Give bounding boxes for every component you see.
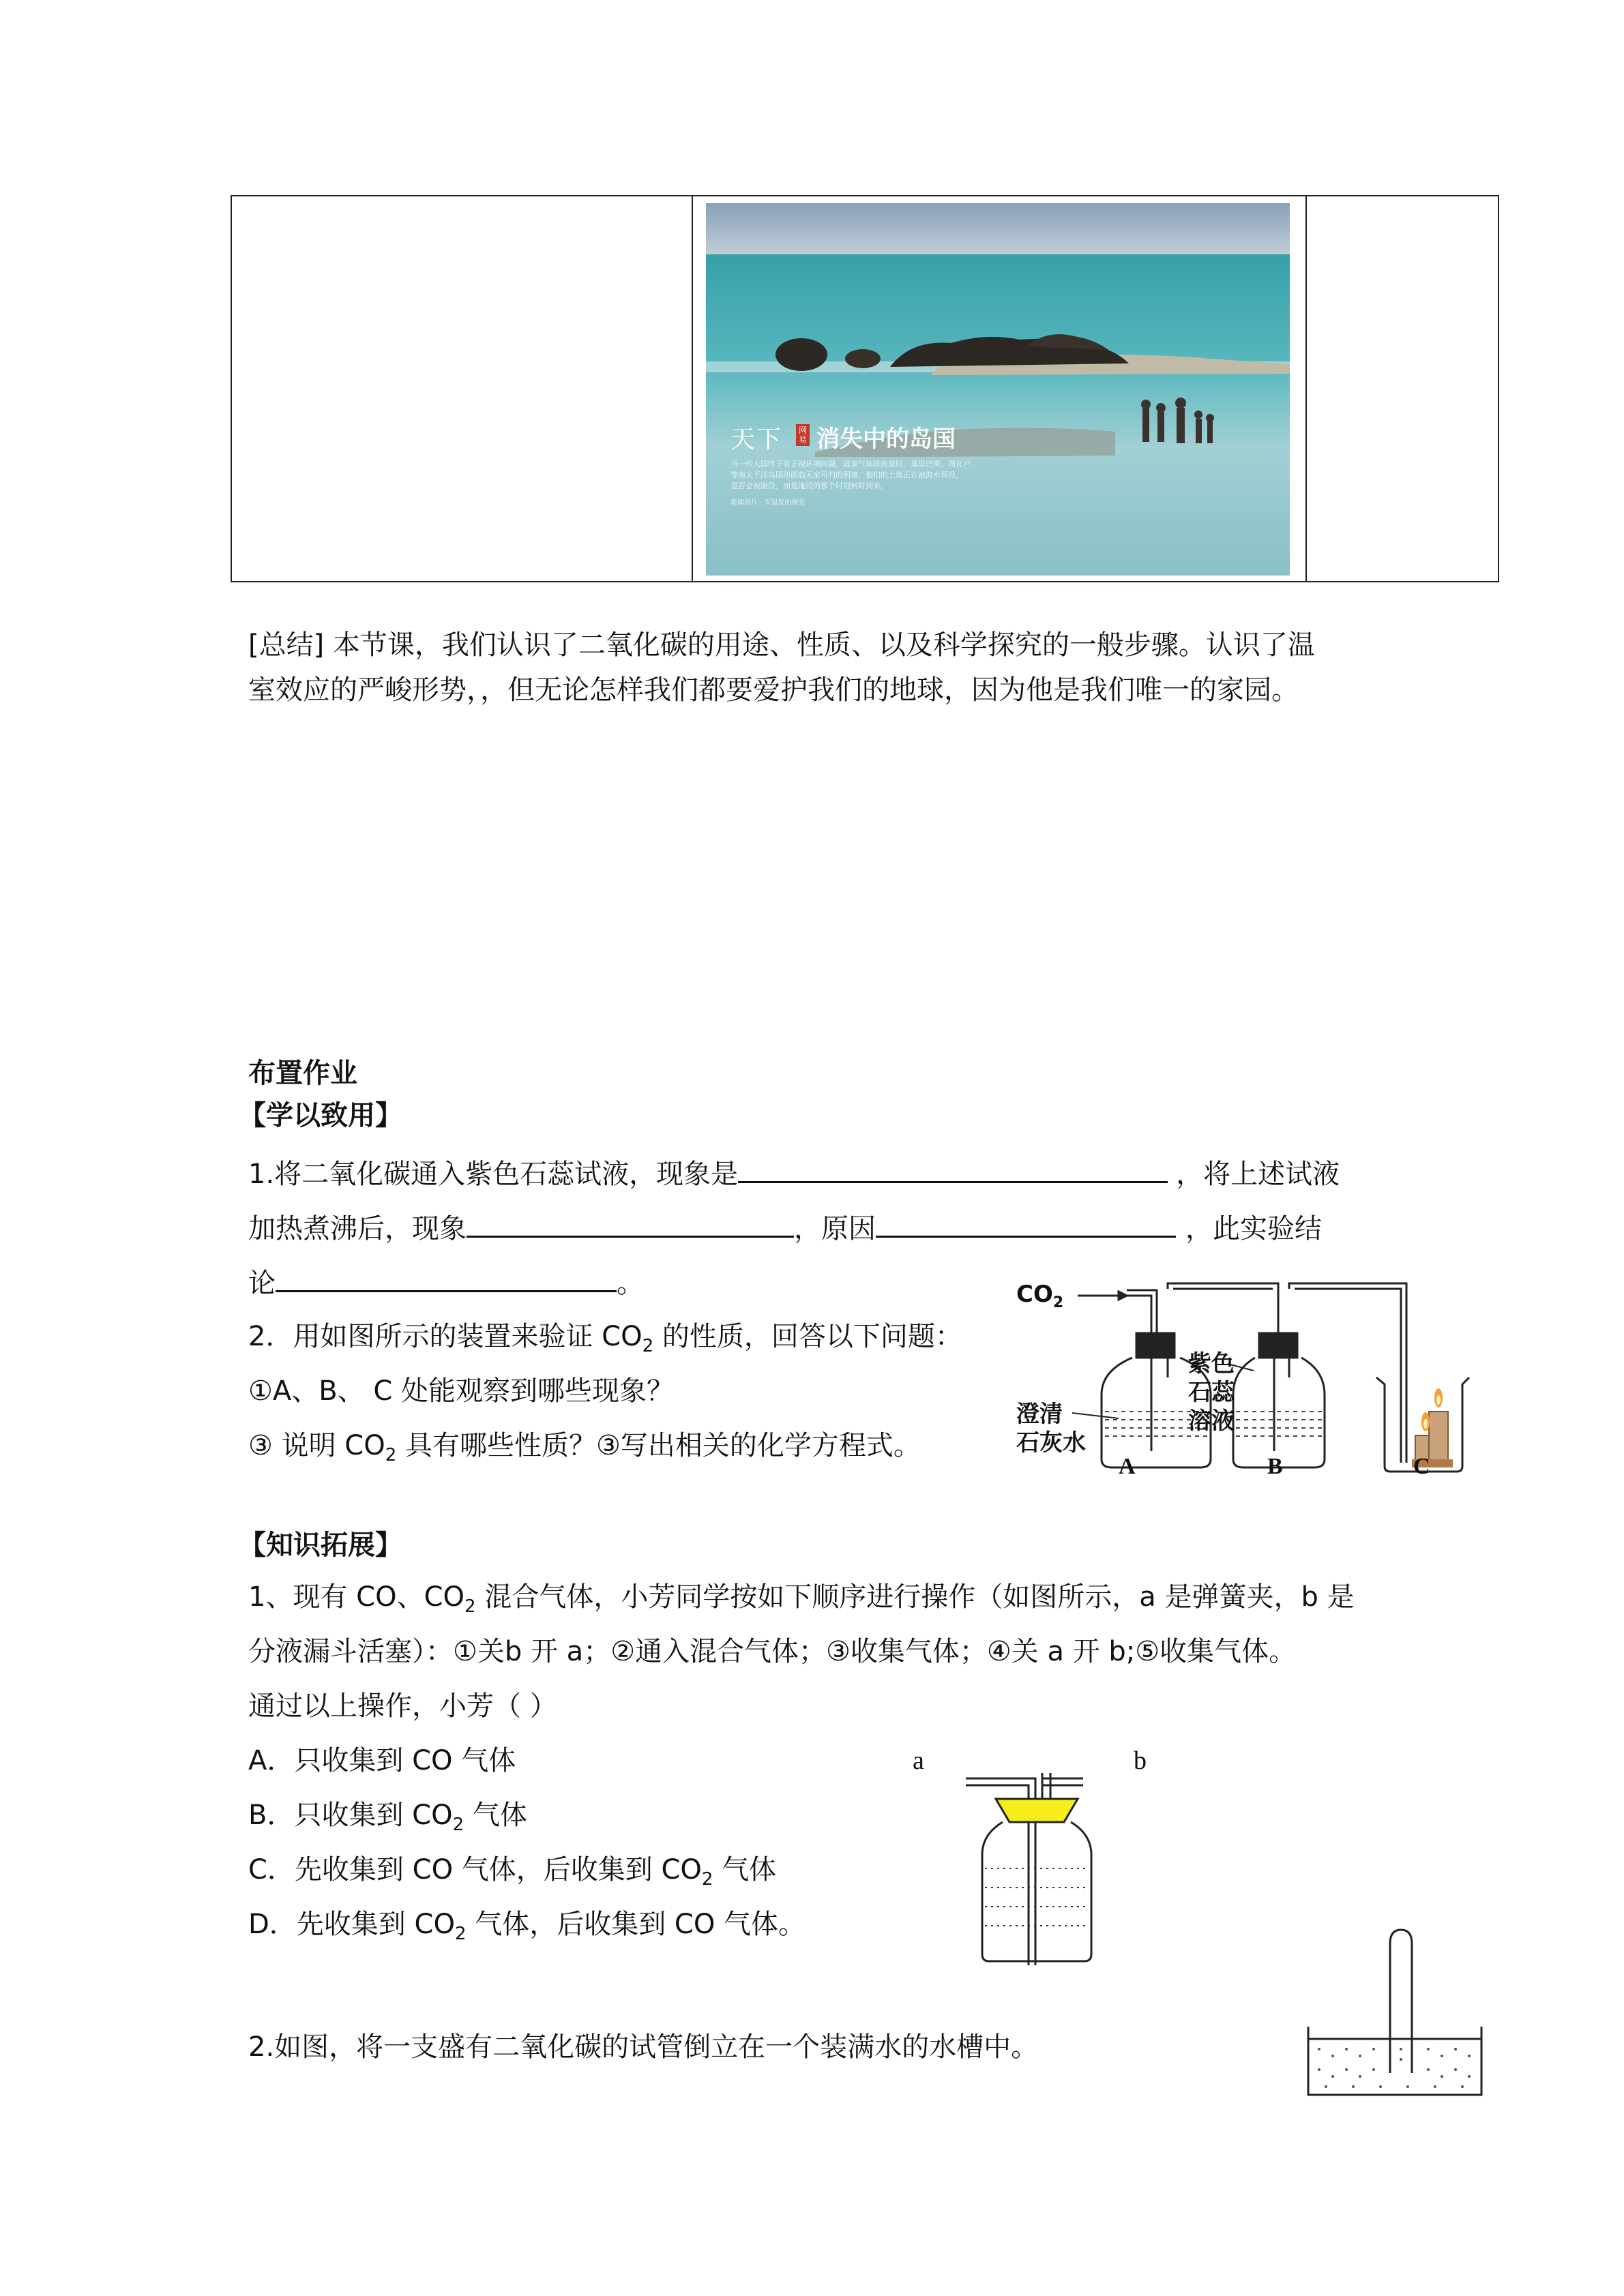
q2-sub-b: 2 [385, 1445, 397, 1465]
q1-text-e: ，此实验结 [1185, 1213, 1322, 1244]
ext-q1-text-a: 1、现有 CO、CO [248, 1581, 464, 1613]
bottle-a-label: A [1119, 1454, 1136, 1479]
co2-inlet-label [1016, 1281, 1063, 1311]
q2-text-b: 的性质，回答以下问题： [653, 1321, 962, 1352]
ext-q1-line-3: 通过以上操作，小芳（ ） [248, 1690, 557, 1722]
option-a[interactable]: A．只收集到 CO 气体 [248, 1745, 516, 1776]
homework-title: 布置作业 [248, 1058, 357, 1089]
co2-inlet-sub: 2 [1052, 1294, 1064, 1311]
litmus-label-2: 石蕊 [1188, 1379, 1235, 1406]
apply-title: 【学以致用】 [239, 1100, 402, 1131]
ext-q2: 2.如图，将一支盛有二氧化碳的试管倒立在一个装满水的水槽中。 [248, 2031, 1039, 2063]
photo-overlay [706, 203, 1290, 576]
summary-line-1: [总结] 本节课，我们认识了二氧化碳的用途、性质、以及科学探究的一般步骤。认识了温 [248, 629, 1315, 661]
table-divider-left [692, 195, 693, 582]
option-c-text-b: 气体 [713, 1854, 777, 1885]
ext-q1-text-b: 混合气体，小芳同学按如下顺序进行操作（如图所示，a 是弹簧夹，b 是 [475, 1581, 1355, 1613]
option-b-sub: 2 [452, 1815, 464, 1835]
apparatus-drawing [1016, 1268, 1487, 1480]
q2-text-a: 2．用如图所示的装置来验证 CO [248, 1321, 643, 1352]
photo-caption-1: 当一些大国终于肯正视环境问题，温室气体排放量时，基里巴斯、图瓦卢 [730, 460, 971, 468]
q1-text-d: ，原因 [794, 1213, 876, 1244]
co2-apparatus-diagram [1016, 1268, 1487, 1480]
gas-separation-bottle-diagram [955, 1766, 1119, 1971]
photo-caption-3: 是否会被淹没，而是淹没的那个时刻何时到来。 [730, 481, 888, 490]
litmus-label-3: 溶液 [1188, 1407, 1235, 1435]
clamp-label-a: a [913, 1746, 924, 1775]
limewater-label-1: 澄清 [1016, 1401, 1063, 1428]
option-d-text-a: D．先收集到 CO [248, 1909, 455, 1940]
ext-q1-sub: 2 [464, 1596, 476, 1617]
q2-line-3 [248, 1425, 921, 1476]
q1-text-c: 加热煮沸后，现象 [248, 1213, 467, 1244]
stopcock-label-b: b [1134, 1746, 1147, 1775]
litmus-label-1: 紫色 [1188, 1350, 1235, 1377]
option-c-sub: 2 [701, 1869, 713, 1890]
q1-line-1 [248, 1151, 1340, 1195]
q1-blank-conclusion[interactable] [276, 1260, 617, 1292]
q2-line-2: ①A、B、 C 处能观察到哪些现象？ [248, 1375, 675, 1407]
option-d-sub: 2 [454, 1924, 467, 1944]
option-b[interactable] [248, 1795, 527, 1845]
q1-text-g: 。 [617, 1268, 644, 1299]
island-photo [706, 203, 1290, 576]
beaker-c-label: C [1413, 1454, 1430, 1479]
q2-sub-a: 2 [642, 1336, 654, 1356]
photo-stamp: 网易 [796, 424, 810, 446]
option-d-text-b: 气体，后收集到 CO 气体。 [466, 1909, 806, 1940]
option-c-text-a: C．先收集到 CO 气体，后收集到 CO [248, 1854, 702, 1885]
photo-caption-small: 新闻图片 · 有温度的视觉 [730, 499, 806, 507]
table-divider-right [1305, 195, 1307, 582]
ext-q1-line-2: 分液漏斗活塞）：①关b 开 a；②通入混合气体；③收集气体；④关 a 开 b;⑤收集气体。 [248, 1636, 1297, 1667]
photo-brand: 天下 [730, 426, 783, 453]
water-trough-drawing [1303, 1923, 1487, 2100]
water-dots [1318, 2048, 1471, 2088]
q1-text-b: ，将上述试液 [1176, 1159, 1340, 1190]
q1-text-f: 论 [248, 1268, 276, 1299]
option-b-text-a: B．只收集到 CO [248, 1800, 453, 1831]
q1-line-3 [248, 1260, 644, 1304]
q1-blank-boil[interactable] [467, 1206, 794, 1238]
q1-blank-reason[interactable] [876, 1206, 1176, 1238]
option-d[interactable] [248, 1904, 806, 1954]
q2-text-d: 具有哪些性质？③写出相关的化学方程式。 [396, 1430, 921, 1461]
liquid-b [1236, 1412, 1322, 1436]
water-trough-diagram [1303, 1923, 1487, 2100]
limewater-label-2: 石灰水 [1016, 1429, 1086, 1457]
extension-title: 【知识拓展】 [239, 1530, 402, 1561]
option-b-text-b: 气体 [464, 1800, 527, 1831]
photo-caption-2: 等南太平洋岛国却面临无家可归的困境，他们的土地正在被海水吞没， [730, 471, 963, 479]
option-c[interactable] [248, 1849, 776, 1900]
separation-bottle-drawing [955, 1766, 1119, 1971]
q1-text-a: 1.将二氧化碳通入紫色石蕊试液，现象是 [248, 1159, 739, 1190]
q2-text-c: ③ 说明 CO [248, 1430, 385, 1461]
bottle-b-label: B [1267, 1454, 1283, 1479]
photo-headline: 消失中的岛国 [816, 426, 956, 453]
ext-q1-line-1 [248, 1577, 1355, 1627]
co2-inlet-text: CO [1016, 1281, 1053, 1308]
q1-line-2 [248, 1206, 1322, 1249]
summary-line-2: 室效应的严峻形势，，但无论怎样我们都要爱护我们的地球，因为他是我们唯一的家园。 [248, 674, 1299, 706]
q1-blank-phenomenon[interactable] [738, 1151, 1168, 1183]
q2-line-1 [248, 1316, 962, 1367]
